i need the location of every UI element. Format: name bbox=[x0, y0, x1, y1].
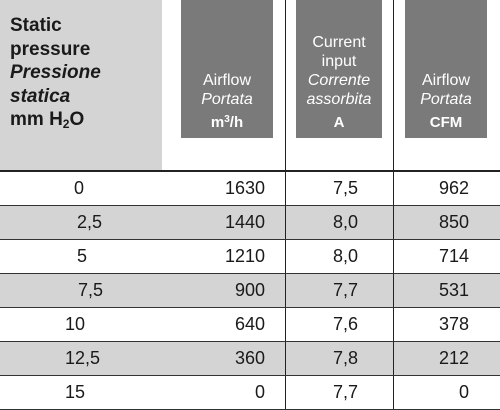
airflow-cfm-cell: 212 bbox=[438, 348, 469, 368]
current-cell: 8,0 bbox=[333, 246, 359, 266]
airflow-cfm-cell: 378 bbox=[438, 314, 469, 334]
current-header-en2: input bbox=[321, 53, 357, 70]
airflow-m3h-cell: 1630 bbox=[224, 178, 265, 198]
pressure-cell: 5 bbox=[77, 246, 88, 266]
airflow-m3h-cell: 640 bbox=[234, 314, 265, 334]
current-unit: A bbox=[333, 114, 345, 131]
airflow-cfm-unit: CFM bbox=[429, 114, 463, 131]
pressure-header-line1: Static bbox=[10, 15, 62, 36]
airflow-m3h-header-it: Portata bbox=[201, 91, 253, 108]
pressure-header-cell bbox=[0, 0, 162, 170]
airflow-cfm-cell: 714 bbox=[438, 246, 469, 266]
current-header-it1: Corrente bbox=[307, 72, 371, 89]
pressure-cell: 7,5 bbox=[78, 280, 104, 300]
pressure-cell: 10 bbox=[65, 314, 86, 334]
pressure-header-unit: mm $H_2O$ bbox=[10, 109, 85, 131]
airflow-cfm-cell: 531 bbox=[438, 280, 469, 300]
airflow-cfm-header-en: Airflow bbox=[421, 72, 470, 89]
pressure-header-label bbox=[10, 14, 101, 132]
pressure-cell: 2,5 bbox=[77, 212, 103, 232]
current-cell: 7,7 bbox=[333, 280, 359, 300]
airflow-cfm-header bbox=[405, 0, 487, 138]
current-cell: 7,8 bbox=[333, 348, 359, 368]
pressure-cell: 15 bbox=[65, 382, 86, 402]
pressure-header-line2: pressure bbox=[10, 38, 91, 60]
airflow-m3h-cell: 1210 bbox=[224, 246, 265, 266]
airflow-m3h-header bbox=[181, 0, 273, 138]
airflow-m3h-cell: 1440 bbox=[224, 212, 265, 232]
airflow-cfm-header-it: Portata bbox=[420, 91, 472, 108]
airflow-cfm-cell: 850 bbox=[438, 212, 469, 232]
current-cell: 7,6 bbox=[333, 314, 359, 334]
current-cell: 8,0 bbox=[333, 212, 359, 232]
current-header bbox=[296, 0, 382, 138]
airflow-m3h-cell: 360 bbox=[234, 348, 265, 368]
current-header-it2: assorbita bbox=[306, 91, 372, 108]
current-cell: 7,5 bbox=[333, 178, 359, 198]
airflow-m3h-header-en: Airflow bbox=[202, 72, 251, 89]
airflow-m3h-cell: 0 bbox=[254, 382, 265, 402]
current-cell: 7,7 bbox=[333, 382, 359, 402]
airflow-m3h-cell: 900 bbox=[234, 280, 265, 300]
airflow-m3h-unit: $m^3/h$ bbox=[210, 114, 244, 131]
pressure-header-italian2: statica bbox=[10, 85, 71, 107]
pressure-header-italian1: Pressione bbox=[10, 62, 101, 83]
pressure-cell: 0 bbox=[74, 178, 85, 198]
current-header-en1: Current bbox=[312, 34, 366, 51]
airflow-cfm-cell: 0 bbox=[458, 382, 469, 402]
pressure-cell: 12,5 bbox=[65, 348, 101, 368]
airflow-cfm-cell: 962 bbox=[438, 178, 469, 198]
